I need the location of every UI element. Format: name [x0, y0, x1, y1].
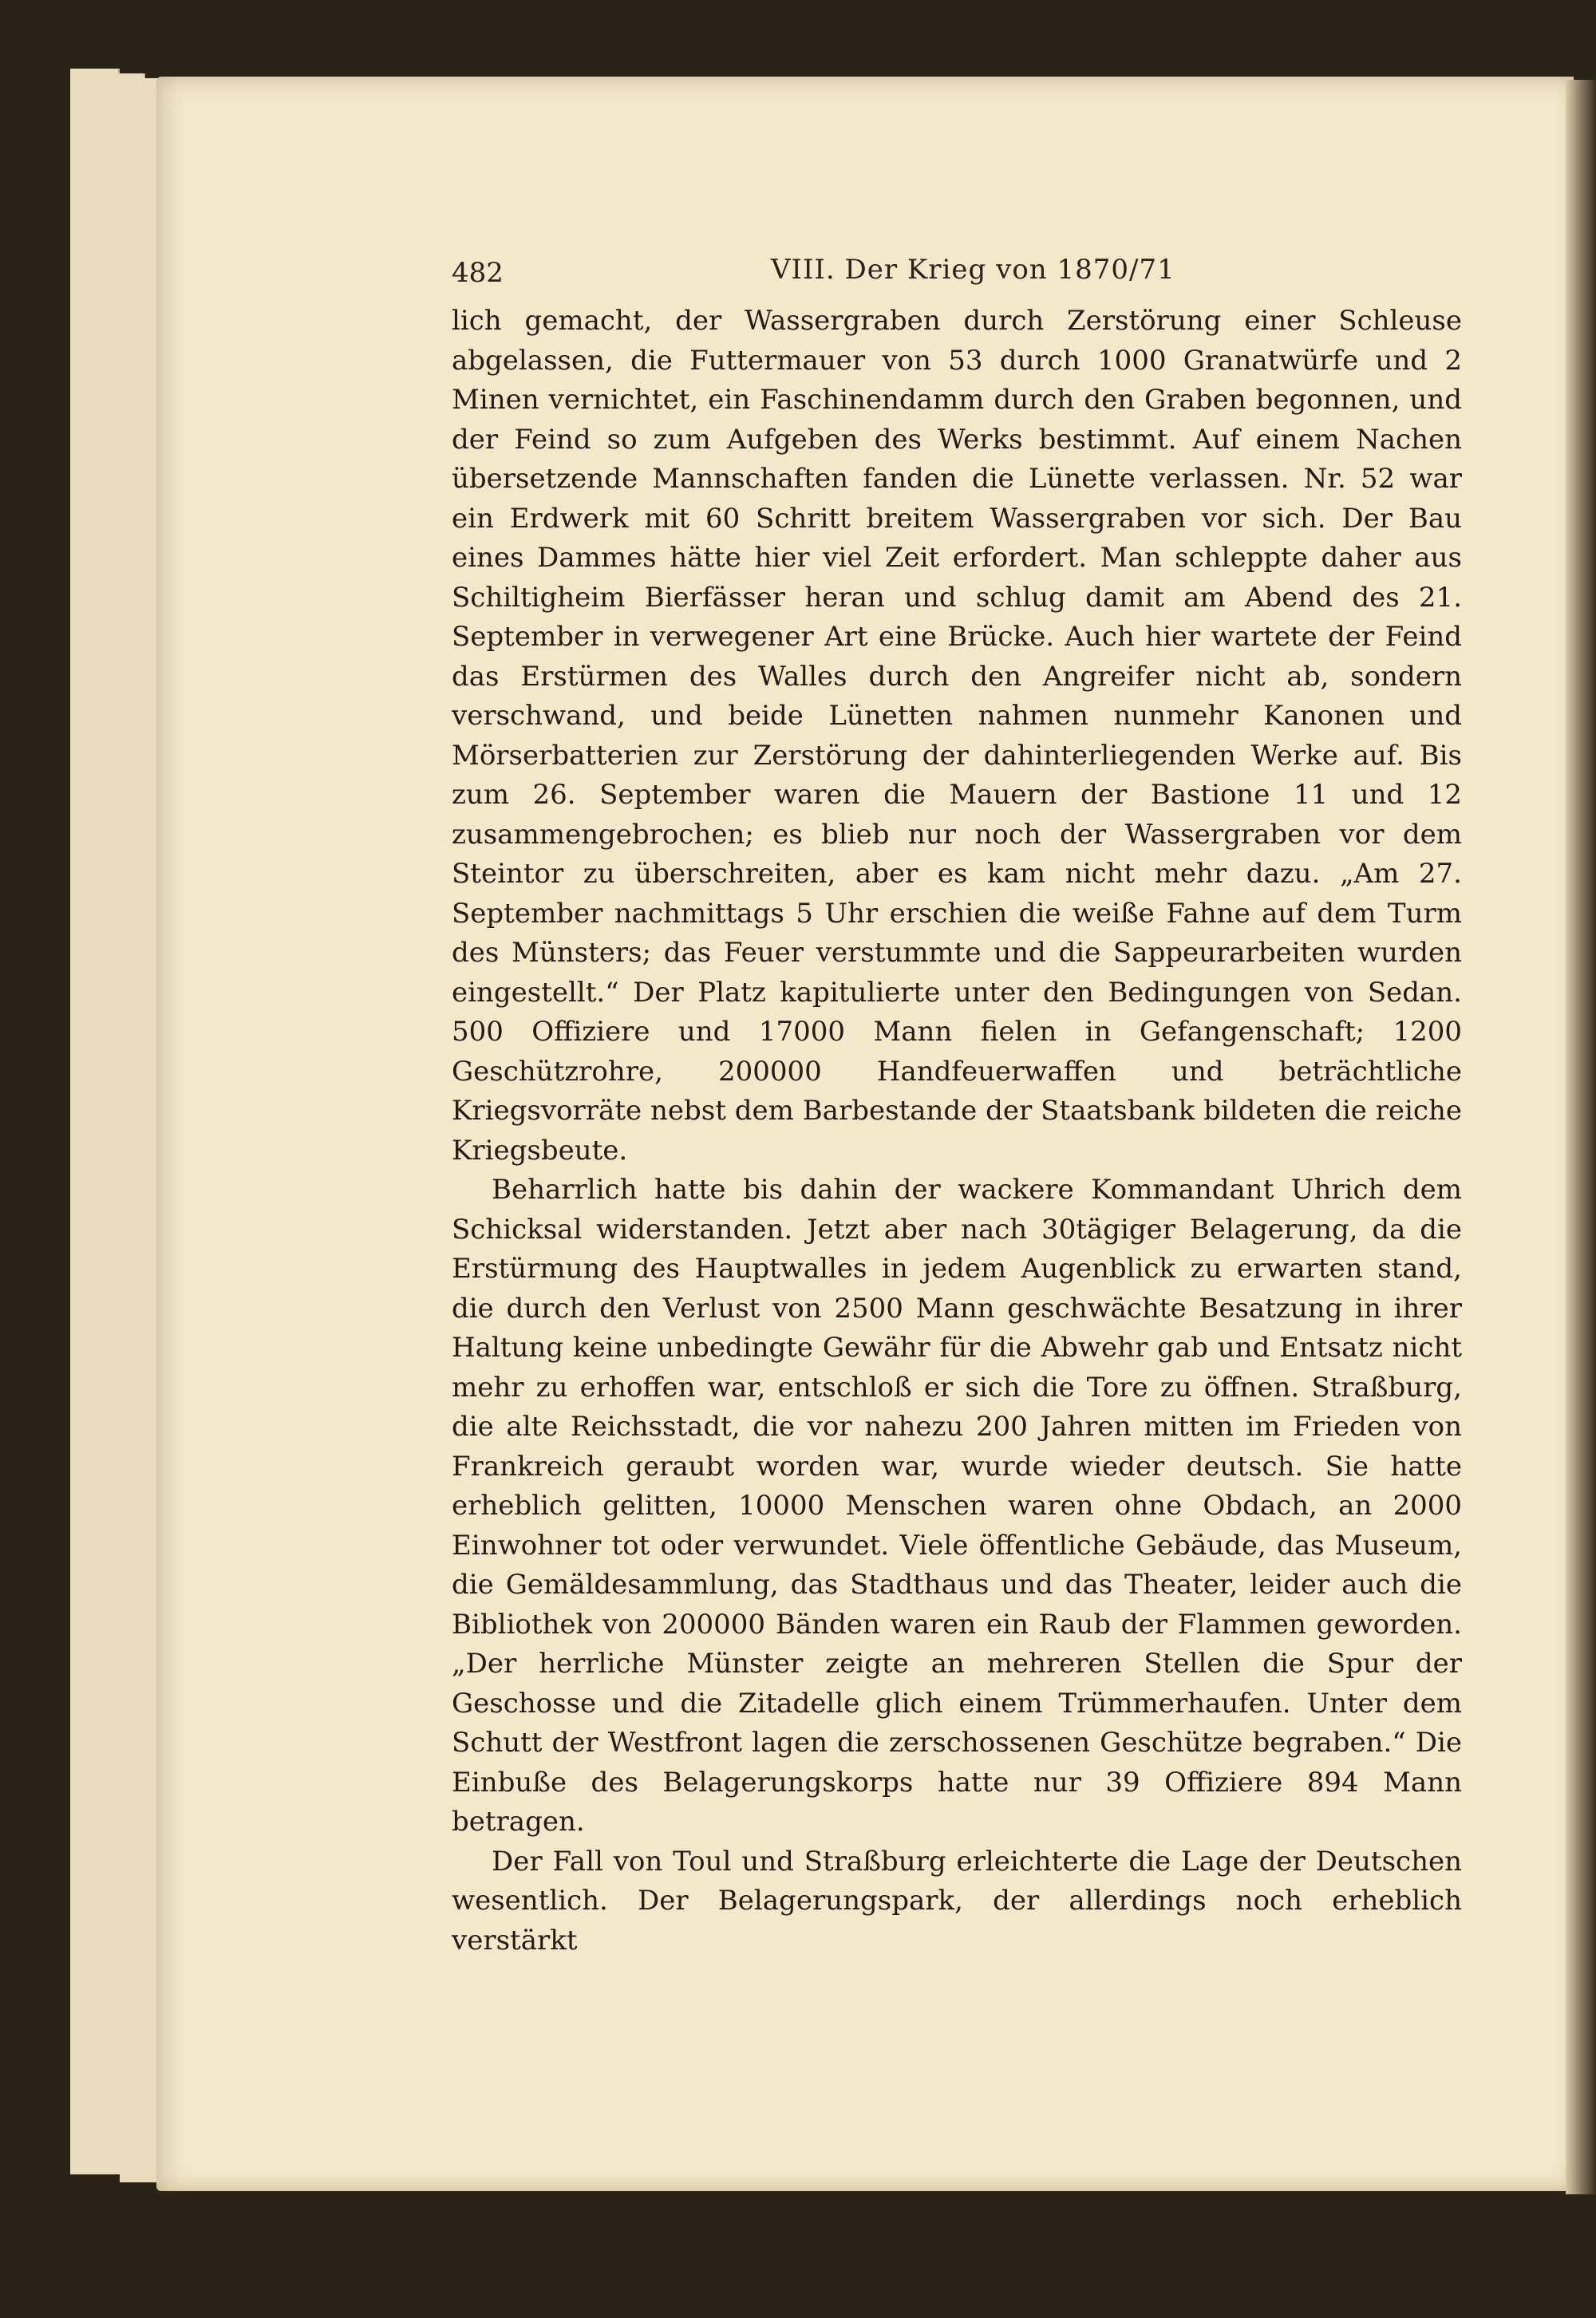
page-gutter-shadow	[1566, 80, 1596, 2194]
paragraph: Der Fall von Toul und Straßburg erleichterte die Lage der Deutschen wesentlich. Der Belagerungspark, der allerdings noch erheblich verstärkt	[452, 1845, 1462, 1957]
page-header	[452, 247, 1462, 295]
paragraph: Beharrlich hatte bis dahin der wackere Kommandant Uhrich dem Schicksal widerstanden. Jetzt aber nach 30tägiger Belagerung, da die Erstürmung des Hauptwalles in jedem Augenblick zu erwarten stand, die durch den Verlust von 2500 Mann geschwächte Besatzung in ihrer Haltung keine unbedingte Gewähr für die Abwehr gab und Entsatz nicht mehr zu erhoffen war, entschloß er sich die Tore zu öffnen. Straßburg, die alte Reichsstadt, die vor nahezu 200 Jahren mitten im Frieden von Frankreich geraubt worden war, wurde wieder deutsch. Sie hatte erheblich gelitten, 10000 Menschen waren ohne Obdach, an 2000 Einwohner tot oder verwundet. Viele öffentliche Gebäude, das Museum, die Gemäldesammlung, das Stadthaus und das Theater, leider auch die Bibliothek von 200000 Bänden waren ein Raub der Flammen geworden. „Der herrliche Münster zeigte an mehreren Stellen die Spur der Geschosse und die Zitadelle glich einem Trümmerhaufen. Unter dem Schutt der Westfront lagen die zerschossenen Geschütze begraben.“ Die Einbuße des Belagerungskorps hatte nur 39 Offiziere 894 Mann betragen.	[452, 1174, 1462, 1838]
paragraph: lich gemacht, der Wassergraben durch Zerstörung einer Schleuse abgelassen, die Futtermauer von 53 durch 1000 Granatwürfe und 2 Minen vernichtet, ein Faschinendamm durch den Graben begonnen, und der Feind so zum Aufgeben des Werks bestimmt. Auf einem Nachen übersetzende Mannschaften fanden die Lünette verlassen. Nr. 52 war ein Erdwerk mit 60 Schritt breitem Wassergraben vor sich. Der Bau eines Dammes hätte hier viel Zeit erfordert. Man schleppte daher aus Schiltigheim Bierfässer heran und schlug damit am Abend des 21. September in verwegener Art eine Brücke. Auch hier wartete der Feind das Erstürmen des Walles durch den Angreifer nicht ab, sondern verschwand, und beide Lünetten nahmen nunmehr Kanonen und Mörserbatterien zur Zerstörung der dahinterliegenden Werke auf. Bis zum 26. September waren die Mauern der Bastione 11 und 12 zusammengebrochen; es blieb nur noch der Wassergraben vor dem Steintor zu überschreiten, aber es kam nicht mehr dazu. „Am 27. September nachmittags 5 Uhr erschien die weiße Fahne auf dem Turm des Münsters; das Feuer verstummte und die Sappeurarbeiten wurden eingestellt.“ Der Platz kapitulierte unter den Bedingungen von Sedan. 500 Offiziere und 17000 Mann fielen in Gefangenschaft; 1200 Geschützrohre, 200000 Handfeuerwaffen und beträchtliche Kriegsvorräte nebst dem Barbestande der Staatsbank bildeten die reiche Kriegsbeute.	[452, 305, 1462, 1167]
body-text	[452, 302, 1462, 1961]
page-number: 482	[452, 257, 504, 289]
running-head: VIII. Der Krieg von 1870/71	[771, 254, 1175, 286]
